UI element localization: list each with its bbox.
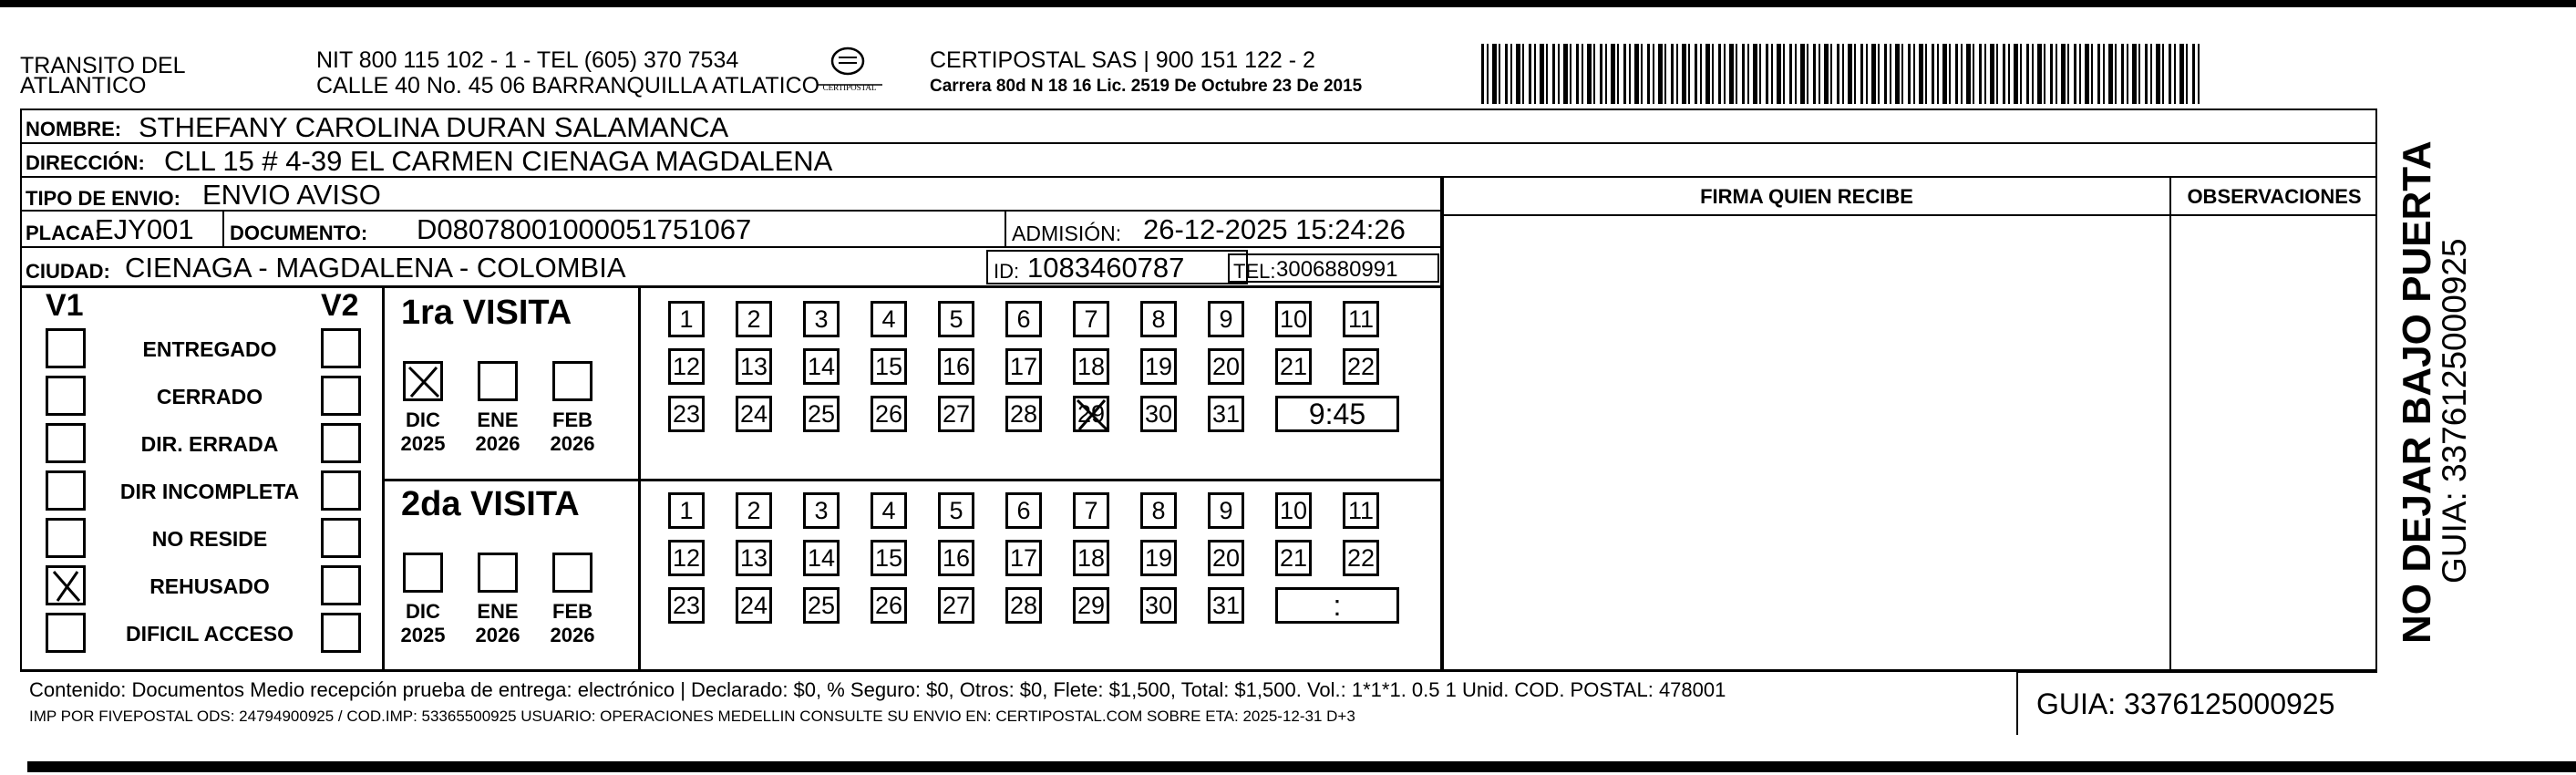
logo-text: CERTIPOSTAL: [822, 83, 877, 92]
month-checkbox[interactable]: [478, 361, 518, 401]
row-ciudad: [20, 248, 1442, 288]
id-label: ID:: [994, 260, 1020, 283]
ciudad-value: CIENAGA - MAGDALENA - COLOMBIA: [125, 252, 626, 284]
contenido-line: Contenido: Documentos Medio recepción prueba de entrega: electrónico | Declarado: $0, % Seguro: $0, Otros: $0, Flete: $1,500, Total: $1,500. Vol.: 1*1*1. 0.5 1 Unid. COD. POSTAL: 478001: [29, 678, 1726, 701]
day-checkbox[interactable]: 12: [668, 540, 705, 576]
day-checkbox[interactable]: 1: [668, 492, 705, 529]
v1-label: V1: [46, 288, 84, 323]
month-checkbox[interactable]: [403, 361, 443, 401]
day-checkbox[interactable]: 12: [668, 348, 705, 385]
day-checkbox[interactable]: 24: [736, 396, 772, 432]
day-checkbox[interactable]: 3: [803, 492, 840, 529]
day-checkbox[interactable]: 13: [736, 348, 772, 385]
check-x-icon: [1076, 398, 1108, 431]
visits-right-divider: [1440, 178, 1443, 670]
v1-checkbox[interactable]: [46, 328, 86, 368]
v1-checkbox[interactable]: [46, 613, 86, 653]
status-option-label: REHUSADO: [149, 574, 270, 598]
day-checkbox[interactable]: 7: [1073, 492, 1109, 529]
day-checkbox[interactable]: 23: [668, 587, 705, 624]
v1-checkbox[interactable]: [46, 518, 86, 558]
day-checkbox[interactable]: 31: [1208, 396, 1244, 432]
direccion-value: CLL 15 # 4-39 EL CARMEN CIENAGA MAGDALENA: [164, 145, 833, 177]
bottom-border: [27, 761, 2576, 772]
v2-checkbox[interactable]: [321, 565, 361, 605]
day-checkbox[interactable]: 18: [1073, 348, 1109, 385]
placa-divider: [222, 212, 224, 246]
day-checkbox[interactable]: 16: [938, 348, 974, 385]
day-checkbox[interactable]: 22: [1343, 348, 1379, 385]
day-checkbox[interactable]: 9: [1208, 301, 1244, 337]
day-checkbox[interactable]: 21: [1275, 540, 1312, 576]
id-value: 1083460787: [1027, 252, 1185, 284]
day-checkbox[interactable]: 17: [1005, 348, 1042, 385]
day-checkbox[interactable]: 31: [1208, 587, 1244, 624]
v1-checkbox[interactable]: [46, 376, 86, 416]
year-label: 2026: [550, 624, 595, 646]
year-label: 2025: [400, 432, 446, 455]
documento-value: D08078001000051751067: [417, 213, 752, 245]
day-checkbox[interactable]: 14: [803, 348, 840, 385]
day-checkbox[interactable]: 30: [1140, 587, 1177, 624]
year-label: 2025: [400, 624, 446, 646]
placa-value: EJY001: [95, 213, 194, 245]
observaciones-area[interactable]: [2171, 214, 2377, 672]
nit-line: NIT 800 115 102 - 1 - TEL (605) 370 7534: [316, 47, 739, 73]
admision-value: 26-12-2025 15:24:26: [1143, 213, 1406, 245]
sender-line1: TRANSITO DEL: [20, 53, 186, 78]
firma-header: FIRMA QUIEN RECIBE: [1700, 185, 1913, 208]
nombre-label: NOMBRE:: [26, 118, 122, 140]
day-checkbox[interactable]: 29: [1073, 396, 1109, 432]
v1-checkbox[interactable]: [46, 470, 86, 511]
v2-checkbox[interactable]: [321, 423, 361, 463]
visit2-title: 2da VISITA: [401, 485, 580, 523]
day-checkbox[interactable]: 26: [871, 587, 907, 624]
day-checkbox[interactable]: 2: [736, 301, 772, 337]
status-option-label: ENTREGADO: [142, 337, 277, 361]
day-checkbox[interactable]: 29: [1073, 587, 1109, 624]
tipo-label: TIPO DE ENVIO:: [26, 187, 180, 210]
day-checkbox[interactable]: 16: [938, 540, 974, 576]
status-option-label: DIR INCOMPLETA: [119, 480, 300, 503]
side-guia: GUIA: 3376125000925: [2436, 238, 2473, 584]
guia-box: [2016, 671, 2377, 735]
documento-label: DOCUMENTO:: [230, 222, 368, 244]
day-checkbox[interactable]: 7: [1073, 301, 1109, 337]
tipo-value: ENVIO AVISO: [202, 179, 381, 211]
time-box[interactable]: 9:45: [1275, 396, 1399, 432]
nombre-value: STHEFANY CAROLINA DURAN SALAMANCA: [139, 111, 729, 143]
day-checkbox[interactable]: 23: [668, 396, 705, 432]
day-checkbox[interactable]: 10: [1275, 301, 1312, 337]
no-dejar-warning: NO DEJAR BAJO PUERTA: [2395, 140, 2439, 644]
day-checkbox[interactable]: 20: [1208, 348, 1244, 385]
day-checkbox[interactable]: 8: [1140, 301, 1177, 337]
day-checkbox[interactable]: 22: [1343, 540, 1379, 576]
day-checkbox[interactable]: 8: [1140, 492, 1177, 529]
status-option-label: CERRADO: [156, 385, 263, 408]
check-x-icon: [406, 364, 442, 400]
day-checkbox[interactable]: 25: [803, 587, 840, 624]
v2-checkbox[interactable]: [321, 376, 361, 416]
row-direccion: [20, 144, 2377, 178]
month-label: FEB: [552, 600, 592, 623]
firma-column: [1442, 178, 2171, 672]
day-checkbox[interactable]: 20: [1208, 540, 1244, 576]
day-checkbox[interactable]: 28: [1005, 396, 1042, 432]
month-label: ENE: [477, 600, 519, 623]
guia-box-text: GUIA: 3376125000925: [2036, 687, 2335, 720]
day-checkbox[interactable]: 4: [871, 301, 907, 337]
admision-label: ADMISIÓN:: [1012, 222, 1122, 245]
v1-checkbox[interactable]: [46, 423, 86, 463]
day-checkbox[interactable]: 15: [871, 540, 907, 576]
row-nombre: [20, 110, 2377, 144]
day-checkbox[interactable]: 26: [871, 396, 907, 432]
time-box[interactable]: :: [1275, 587, 1399, 624]
placa-label: PLACA:: [26, 222, 102, 244]
v2-checkbox[interactable]: [321, 328, 361, 368]
day-checkbox[interactable]: 6: [1005, 492, 1042, 529]
v2-checkbox[interactable]: [321, 518, 361, 558]
observaciones-header: OBSERVACIONES: [2187, 185, 2362, 208]
barcode: [1481, 44, 2201, 104]
day-checkbox[interactable]: 24: [736, 587, 772, 624]
year-label: 2026: [475, 432, 520, 455]
month-checkbox[interactable]: [552, 361, 592, 401]
day-checkbox[interactable]: 6: [1005, 301, 1042, 337]
certipostal-logo: [811, 41, 893, 99]
top-border: [0, 0, 2576, 7]
day-checkbox[interactable]: 17: [1005, 540, 1042, 576]
year-label: 2026: [550, 432, 595, 455]
day-checkbox[interactable]: 11: [1343, 492, 1379, 529]
day-checkbox[interactable]: 19: [1140, 540, 1177, 576]
day-checkbox[interactable]: 14: [803, 540, 840, 576]
month-label: ENE: [477, 408, 519, 431]
day-checkbox[interactable]: 9: [1208, 492, 1244, 529]
day-checkbox[interactable]: 30: [1140, 396, 1177, 432]
v1-checkbox[interactable]: [46, 565, 86, 605]
month-label: DIC: [406, 600, 440, 623]
day-checkbox[interactable]: 19: [1140, 348, 1177, 385]
day-checkbox[interactable]: 1: [668, 301, 705, 337]
day-checkbox[interactable]: 15: [871, 348, 907, 385]
sender-line2: ATLANTICO: [20, 73, 147, 98]
month-checkbox[interactable]: [478, 553, 518, 593]
day-checkbox[interactable]: 11: [1343, 301, 1379, 337]
day-checkbox[interactable]: 5: [938, 301, 974, 337]
visit-months-divider: [638, 288, 641, 669]
day-checkbox[interactable]: 25: [803, 396, 840, 432]
status-option-label: DIFICIL ACCESO: [125, 622, 294, 646]
day-checkbox[interactable]: 18: [1073, 540, 1109, 576]
day-checkbox[interactable]: 21: [1275, 348, 1312, 385]
month-label: DIC: [406, 408, 440, 431]
day-checkbox[interactable]: 10: [1275, 492, 1312, 529]
day-checkbox[interactable]: 27: [938, 587, 974, 624]
day-checkbox[interactable]: 13: [736, 540, 772, 576]
imp-line: IMP POR FIVEPOSTAL ODS: 24794900925 / COD.IMP: 53365500925 USUARIO: OPERACIONES MEDELLIN CONSULTE SU ENVIO EN: CERTIPOSTAL.COM SOBRE ETA: 2025-12-31 D+3: [29, 708, 1355, 725]
day-checkbox[interactable]: 4: [871, 492, 907, 529]
direccion-label: DIRECCIÓN:: [26, 151, 145, 174]
tel-label: TEL:: [1233, 260, 1276, 283]
day-checkbox[interactable]: 5: [938, 492, 974, 529]
year-label: 2026: [475, 624, 520, 646]
day-checkbox[interactable]: 28: [1005, 587, 1042, 624]
month-checkbox[interactable]: [403, 553, 443, 593]
row-placa: [20, 212, 1442, 248]
day-checkbox[interactable]: 2: [736, 492, 772, 529]
status-option-label: DIR. ERRADA: [140, 432, 279, 456]
month-checkbox[interactable]: [552, 553, 592, 593]
v2-label: V2: [321, 288, 359, 323]
company-line: CERTIPOSTAL SAS | 900 151 122 - 2: [930, 47, 1315, 73]
row-tipo: [20, 178, 1442, 212]
check-x-icon: [48, 568, 85, 604]
observaciones-column: [2171, 178, 2377, 672]
visit-divider: [385, 479, 1442, 481]
v2-checkbox[interactable]: [321, 613, 361, 653]
status-option-label: NO RESIDE: [151, 527, 268, 551]
tel-value: 3006880991: [1276, 257, 1398, 282]
ciudad-label: CIUDAD:: [26, 260, 110, 283]
month-label: FEB: [552, 408, 592, 431]
license-line: Carrera 80d N 18 16 Lic. 2519 De Octubre 23 De 2015: [930, 77, 1363, 96]
visit1-title: 1ra VISITA: [401, 294, 572, 332]
day-checkbox[interactable]: 3: [803, 301, 840, 337]
day-checkbox[interactable]: 27: [938, 396, 974, 432]
address-line: CALLE 40 No. 45 06 BARRANQUILLA ATLATICO: [316, 73, 820, 98]
v2-checkbox[interactable]: [321, 470, 361, 511]
firma-area[interactable]: [1444, 214, 2169, 672]
